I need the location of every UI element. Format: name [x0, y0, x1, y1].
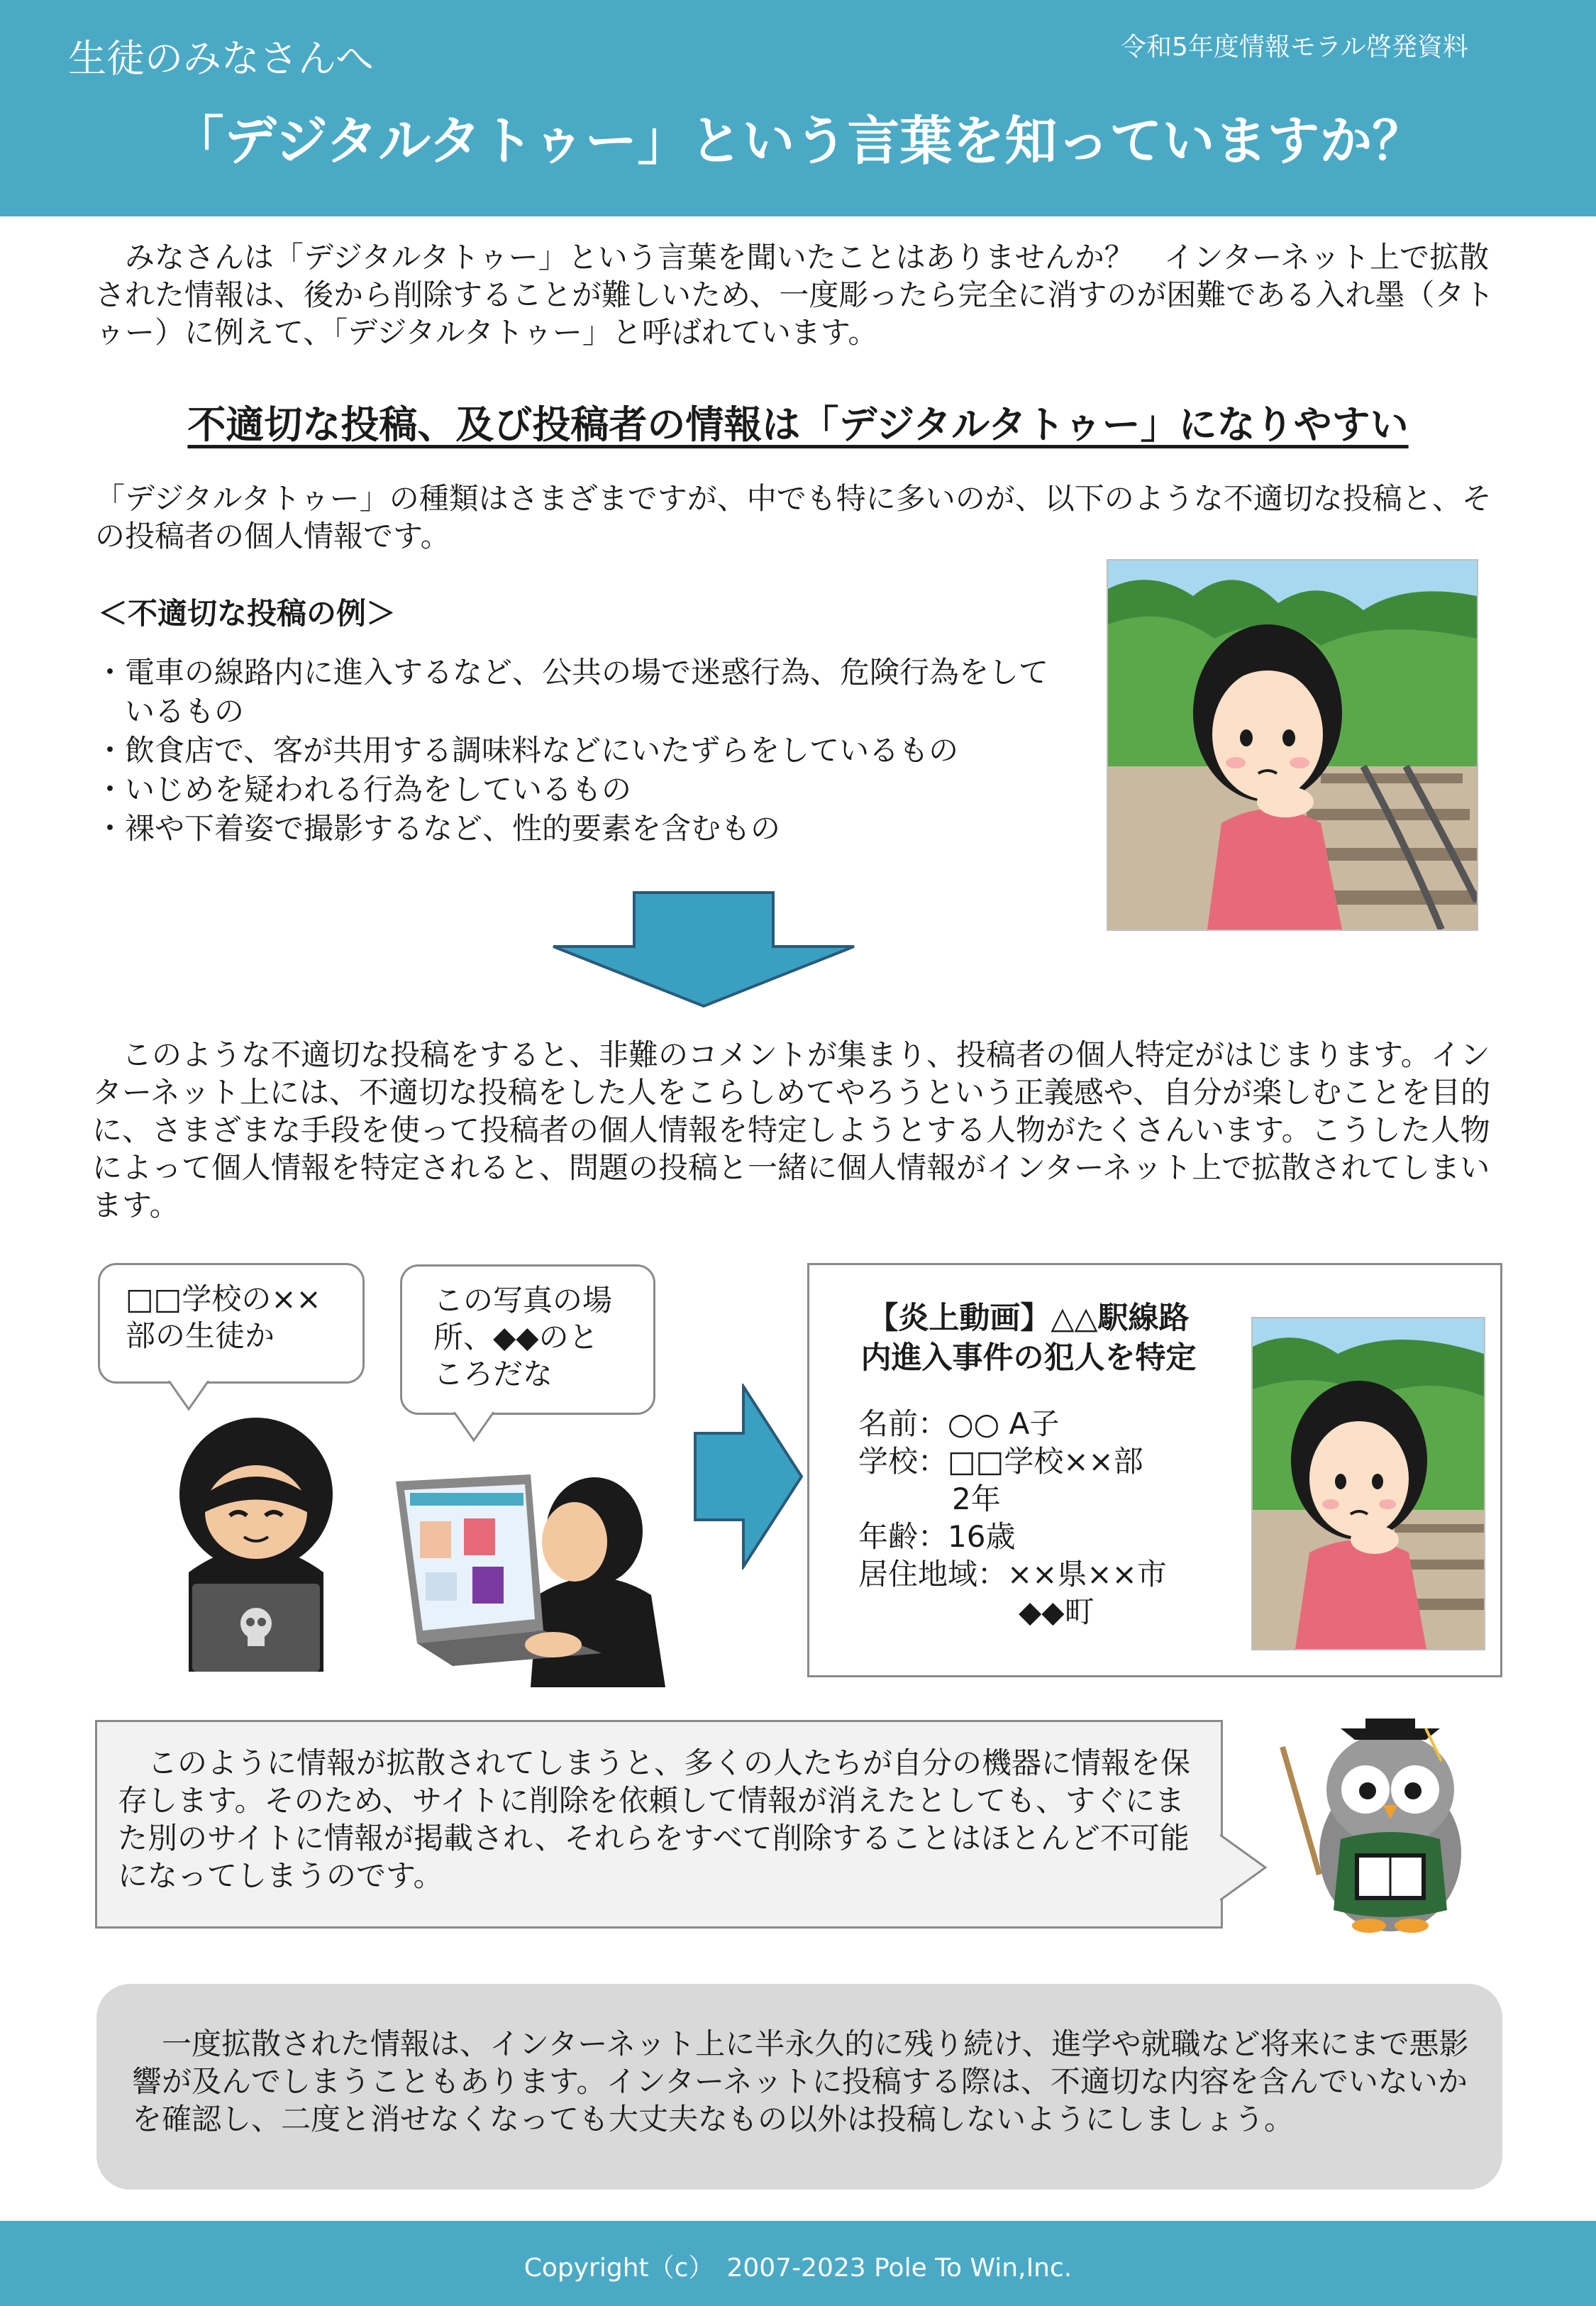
- document-tag: 令和5年度情報モラル啓発資料: [1121, 33, 1468, 62]
- greeting: 生徒のみなさんへ: [68, 36, 374, 81]
- intro-paragraph: みなさんは「デジタルタトゥー」という言葉を聞いたことはありませんか？ インターネット上で拡散された情報は、後から削除することが難しいため、一度彫ったら完全に消すのが困難である入れ墨（タトゥー）に例えて、「デジタルタトゥー」と呼ばれています。: [95, 240, 1495, 350]
- card-address-row-cont: ◆◆町: [1019, 1594, 1095, 1629]
- girl-photo-thumbnail: [1251, 1317, 1485, 1650]
- card-school-row: 学校：□□学校××部: [858, 1444, 1143, 1479]
- list-item: ・電車の線路内に進入するなど、公共の場で迷惑行為、危険行為をしているもの: [95, 655, 1049, 729]
- hooded-hacker-illustration: [167, 1416, 345, 1679]
- page-title: 「デジタルタトゥー」という言葉を知っていますか？: [171, 111, 1425, 172]
- card-school-row-cont: 2年: [952, 1482, 1001, 1516]
- bubble-line: □□学校の××: [126, 1281, 321, 1316]
- examples-heading: ＜不適切な投稿の例＞: [98, 596, 397, 631]
- callout-tail-icon: [1220, 1833, 1268, 1902]
- examples-list: [95, 653, 1053, 848]
- bubble-line: 所、◆◆のと: [433, 1320, 599, 1355]
- arrow-right-icon: [692, 1384, 804, 1569]
- section-heading: 不適切な投稿、及び投稿者の情報は「デジタルタトゥー」になりやすい: [187, 402, 1409, 447]
- copyright-text: Copyright（c） 2007-2023 Pole To Win,Inc.: [523, 2253, 1073, 2283]
- explanation-text: このように情報が拡散されてしまうと、多くの人たちが自分の機器に情報を保存します。そのため、サイトに削除を依頼して情報が消えたとしても、すぐにまた別のサイトに情報が掲載され、それらをすべて削除することはほとんど不可能になってしまうのです。: [118, 1745, 1191, 1893]
- speech-bubble-left: [98, 1263, 365, 1384]
- card-headline-line: 【炎上動画】△△駅線路: [868, 1301, 1190, 1336]
- bubble-line: 部の生徒か: [126, 1318, 275, 1353]
- bubble-tail-icon: [453, 1412, 495, 1443]
- bubble-tail-icon: [167, 1381, 210, 1412]
- girl-on-tracks-illustration: [1107, 559, 1478, 931]
- types-paragraph: 「デジタルタトゥー」の種類はさまざまですが、中でも特に多いのが、以下のような不適切な投稿と、その投稿者の個人情報です。: [95, 481, 1492, 553]
- card-age-row: 年齢：16歳: [858, 1519, 1016, 1554]
- list-item: ・飲食店で、客が共用する調味料などにいたずらをしているもの: [95, 733, 959, 768]
- bubble-line: この写真の場: [433, 1283, 613, 1318]
- speech-bubble-right: [400, 1264, 655, 1415]
- list-item: ・いじめを疑われる行為をしているもの: [95, 772, 632, 807]
- card-name-row: 名前：○○ A子: [858, 1406, 1060, 1441]
- owl-teacher-icon: [1277, 1711, 1497, 1938]
- card-headline-line: 内進入事件の犯人を特定: [860, 1340, 1197, 1376]
- arrow-down-icon: [550, 891, 857, 1009]
- conclusion-text: 一度拡散された情報は、インターネット上に半永久的に残り続け、進学や就職など将来にまで悪影響が及んでしまうこともあります。インターネットに投稿する際は、不適切な内容を含んでいないかを確認し、二度と消せなくなっても大丈夫なもの以外は投稿しないようにしましょう。: [132, 2026, 1469, 2136]
- card-headline: [830, 1298, 1227, 1378]
- card-address-row: 居住地域：××県××市: [858, 1557, 1167, 1591]
- bubble-line: ころだな: [433, 1357, 553, 1391]
- list-item: ・裸や下着姿で撮影するなど、性的要素を含むもの: [95, 811, 781, 846]
- laptop-user-illustration: [389, 1453, 672, 1687]
- consequence-paragraph: このような不適切な投稿をすると、非難のコメントが集まり、投稿者の個人特定がはじまります。インターネット上には、不適切な投稿をした人をこらしめてやろうという正義感や、自分が楽しむことを目的に、さまざまな手段を使って投稿者の個人情報を特定しようとする人物がたくさんいます。こうした人物によって個人情報を特定されると、問題の投稿と一緒に個人情報がインターネット上で拡散されてしまいます。: [92, 1037, 1491, 1223]
